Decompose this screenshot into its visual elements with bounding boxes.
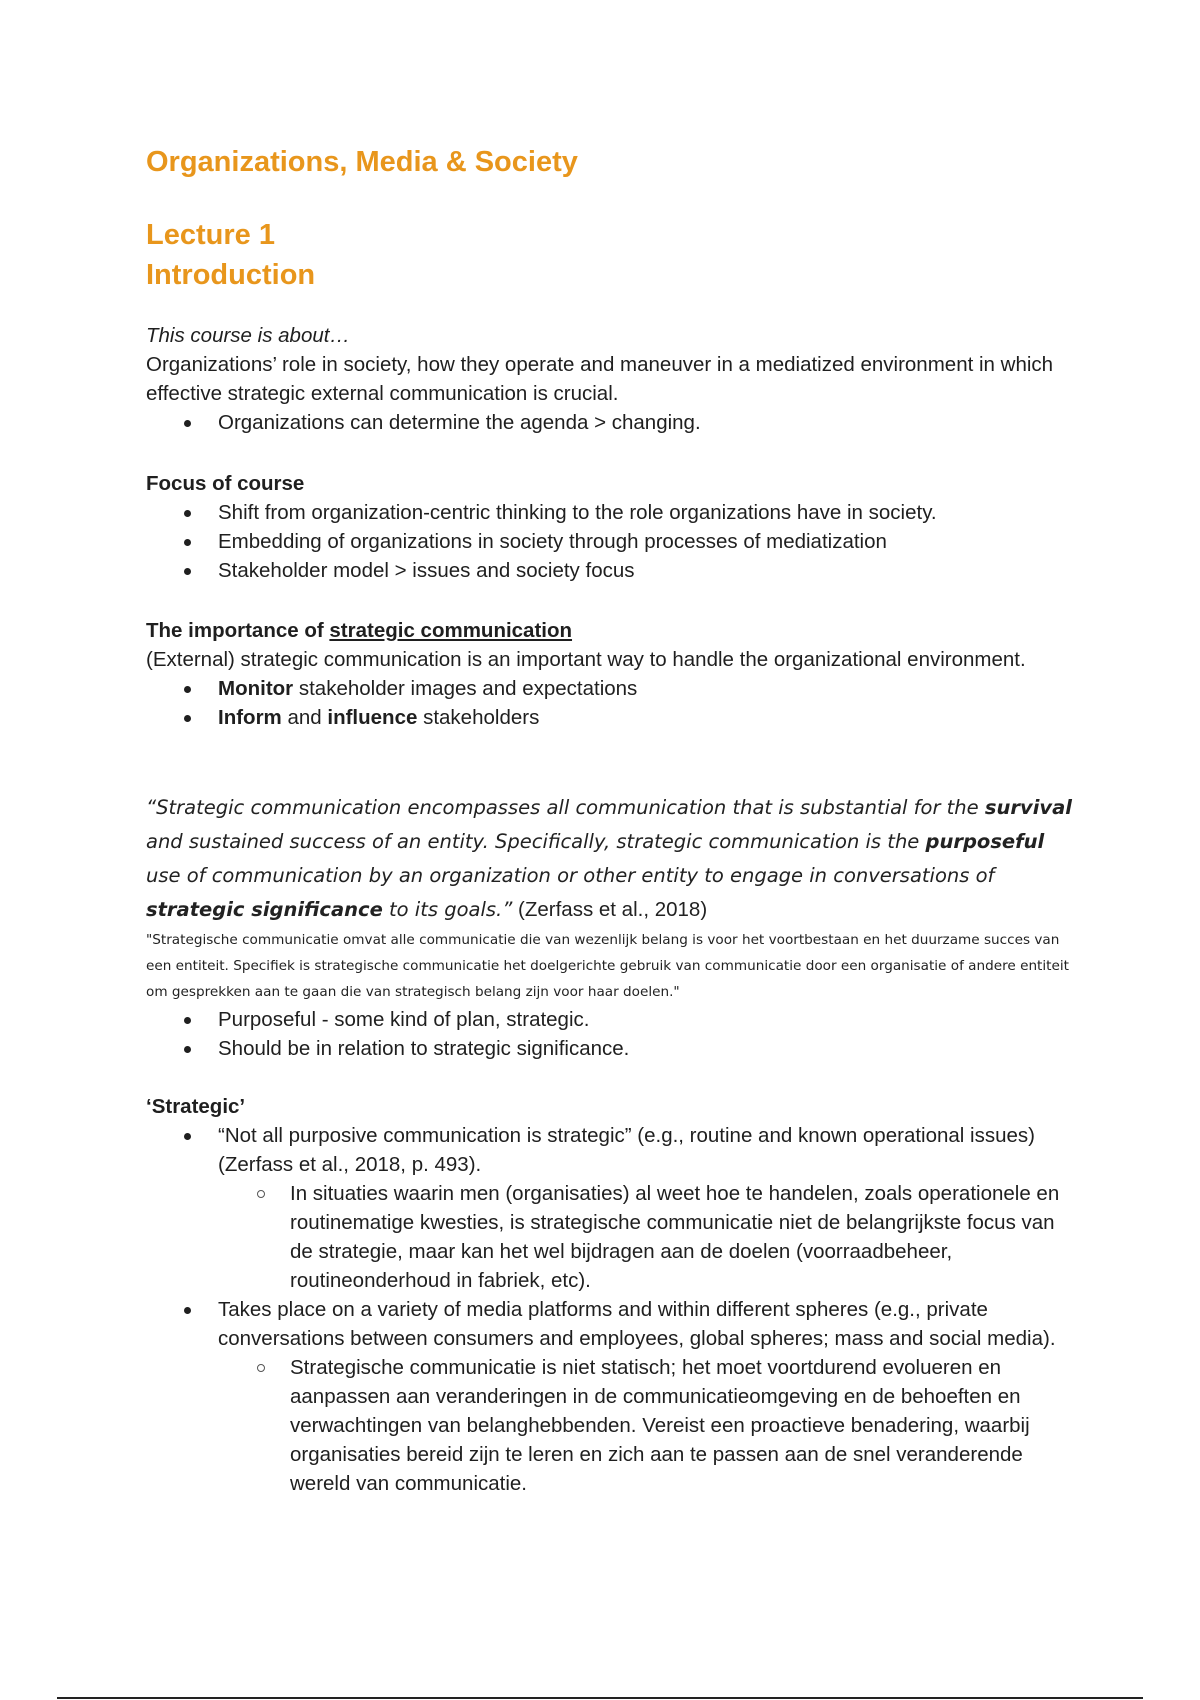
quote-bold-strategic-significance: strategic significance: [146, 898, 383, 921]
quote-bold-purposeful: purposeful: [925, 830, 1045, 853]
sub-list-item: In situaties waarin men (organisaties) al weet hoe te handelen, zoals operationele en routinematige kwesties, is strategische communicatie niet de belangrijkste focus van de strategie, maar kan het wel bijdragen aan de doelen (voorraadbeheer, routineonderhoud in fabriek, etc).: [146, 1179, 1076, 1295]
intro-bullet-list: [146, 408, 1076, 437]
list-item-text: stakeholder images and expectations: [293, 677, 638, 700]
list-item: Purposeful - some kind of plan, strategic.: [146, 1005, 1076, 1034]
monitor-bold: Monitor: [218, 677, 294, 700]
focus-section: [146, 469, 1076, 585]
document-title: Organizations, Media & Society: [146, 146, 578, 178]
inform-bold: Inform: [218, 706, 282, 729]
intro-section: [146, 321, 1076, 437]
list-item: Should be in relation to strategic significance.: [146, 1034, 1076, 1063]
list-item: Takes place on a variety of media platforms and within different spheres (e.g., private conversations between consumers and employees, global spheres; mass and social media).: [146, 1295, 1076, 1353]
focus-heading: Focus of course: [146, 472, 305, 495]
list-item: Organizations can determine the agenda > changing.: [146, 408, 1076, 437]
intro-text: Organizations’ role in society, how they operate and maneuver in a mediatized environment in which effective strategic external communication is crucial.: [146, 353, 1054, 405]
strategic-section: [146, 1092, 1076, 1498]
influence-bold: influence: [327, 706, 418, 729]
lecture-heading: [146, 215, 315, 295]
quote-citation: (Zerfass et al., 2018): [512, 898, 708, 921]
list-item-text: stakeholders: [417, 706, 540, 729]
quote-bullet-list: [146, 1005, 1076, 1063]
strategic-communication-link[interactable]: strategic communication: [329, 619, 573, 642]
list-item: [146, 674, 1076, 703]
list-item: “Not all purposive communication is strategic” (e.g., routine and known operational issues) (Zerfass et al., 2018, p. 493).: [146, 1121, 1076, 1179]
intro-label: This course is about…: [146, 324, 350, 347]
list-item: Shift from organization-centric thinking to the role organizations have in society.: [146, 498, 1076, 527]
importance-heading-prefix: The importance of: [146, 619, 330, 642]
importance-section: [146, 616, 1076, 732]
dutch-translation: "Strategische communicatie omvat alle communicatie die van wezenlijk belang is voor het voortbestaan en het duurzame succes van een entiteit. Specifiek is strategische communicatie het doelgerichte gebruik van communicatie door een organisatie of andere entiteit om gesprekken aan te gaan die van strategisch belang zijn voor haar doelen.": [146, 932, 1069, 1000]
lecture-number: Lecture 1: [146, 219, 275, 251]
definition-quote: [146, 791, 1076, 927]
quote-section: [146, 791, 1076, 1063]
focus-bullet-list: [146, 498, 1076, 585]
lecture-subtitle: Introduction: [146, 259, 316, 291]
importance-text: (External) strategic communication is an important way to handle the organizational environment.: [146, 648, 1026, 671]
quote-text: “Strategic communication encompasses all communication that is substantial for the: [146, 796, 985, 819]
importance-bullet-list: [146, 674, 1076, 732]
list-item-text: and: [281, 706, 328, 729]
importance-heading: [146, 616, 1076, 645]
quote-bold-survival: survival: [984, 796, 1072, 819]
quote-text: use of communication by an organization or other entity to engage in conversations of: [146, 864, 995, 887]
sub-list-item: Strategische communicatie is niet statisch; het moet voortdurend evolueren en aanpassen aan veranderingen in de communicatieomgeving en de behoeften en verwachtingen van belanghebbenden. Vereist een proactieve benadering, waarbij organisaties bereid zijn te leren en zich aan te passen aan de snel veranderende wereld van communicatie.: [146, 1353, 1076, 1498]
list-item: Embedding of organizations in society through processes of mediatization: [146, 527, 1076, 556]
quote-text: and sustained success of an entity. Specifically, strategic communication is the: [146, 830, 926, 853]
quote-text: to its goals.”: [382, 898, 513, 921]
strategic-heading: ‘Strategic’: [146, 1095, 246, 1118]
list-item: [146, 703, 1076, 732]
list-item: Stakeholder model > issues and society focus: [146, 556, 1076, 585]
strategic-bullet-list: [146, 1121, 1076, 1498]
page-divider: [57, 1697, 1143, 1699]
